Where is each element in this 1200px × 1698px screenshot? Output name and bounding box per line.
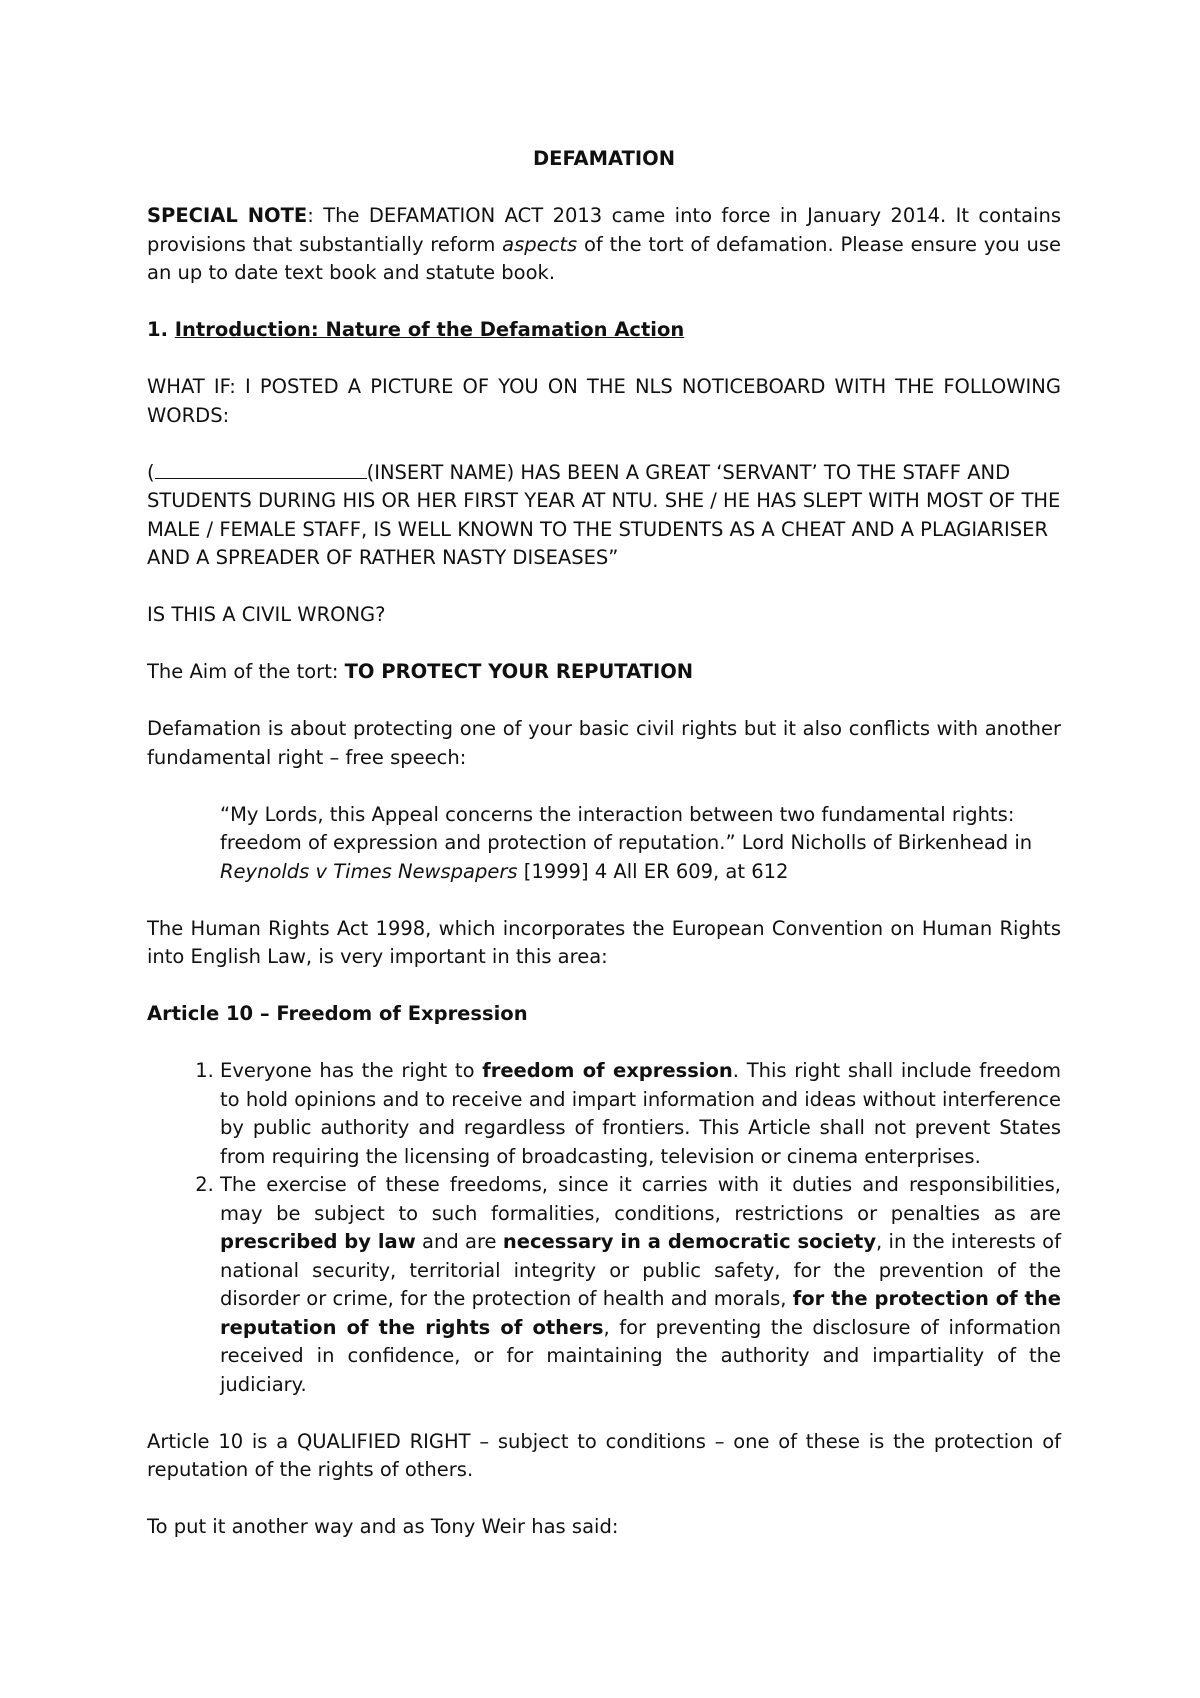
what-if-paragraph: WHAT IF: I POSTED A PICTURE OF YOU ON THE NLS NOTICEBOARD WITH THE FOLLOWING WORDS:	[147, 375, 1061, 427]
aim-paragraph: The Aim of the tort: TO PROTECT YOUR REPUTATION	[147, 660, 694, 683]
lord-nicholls-quote: “My Lords, this Appeal concerns the interaction between two fundamental rights: freedom of expression and protection of reputation.” Lord Nicholls of Birkenhead in Reynolds v Times Newspapers [1999] 4 All ER 609, at 612	[220, 802, 1033, 883]
special-note-paragraph: SPECIAL NOTE: The DEFAMATION ACT 2013 came into force in January 2014. It contains provisions that substantially reform aspects of the tort of defamation. Please ensure you use an up to date text book and statute book.	[147, 204, 1062, 284]
document-body	[147, 145, 1061, 1570]
defamation-paragraph: Defamation is about protecting one of your basic civil rights but it also conflicts with another fundamental right – free speech:	[147, 717, 1061, 769]
special-note-label: SPECIAL NOTE	[147, 204, 308, 227]
aim-value: TO PROTECT YOUR REPUTATION	[344, 660, 694, 683]
list-item: 1. Everyone has the right to freedom of expression. This right shall include freedom to hold opinions and to receive and impart information and ideas without interference by public authority and regardless of frontiers. This Article shall not prevent States from requiring the licensing of broadcasting, television or cinema enterprises.	[220, 1057, 1061, 1171]
section-1-title: Introduction: Nature of the Defamation Action	[174, 318, 685, 341]
list-item: 2. The exercise of these freedoms, since it carries with it duties and responsibilities, may be subject to such formalities, conditions, restrictions or penalties as are prescribed by law and are necessary in a democratic society, in the interests of national security, territorial integrity or public safety, for the prevention of the disorder or crime, for the protection of health and morals, for the protection of the reputation of the rights of others, for preventing the disclosure of information received in confidence, or for maintaining the authority and impartiality of the judiciary.	[220, 1171, 1061, 1399]
noticeboard-quote: ( (INSERT NAME) HAS BEEN A GREAT ‘SERVANT’ TO THE STAFF AND STUDENTS DURING HIS OR HER FIRST YEAR AT NTU. SHE / HE HAS SLEPT WITH MOST OF THE MALE / FEMALE STAFF, IS WELL KNOWN TO THE STUDENTS AS A CHEAT AND A PLAGIARISER AND A SPREADER OF RATHER NASTY DISEASES”	[147, 460, 1061, 569]
article-10-heading: Article 10 – Freedom of Expression	[147, 1002, 528, 1025]
civil-wrong-question: IS THIS A CIVIL WRONG?	[147, 603, 386, 626]
case-name: Reynolds v Times Newspapers	[220, 859, 518, 883]
hra-paragraph: The Human Rights Act 1998, which incorporates the European Convention on Human Rights into English Law, is very important in this area:	[147, 916, 1061, 968]
document-title: DEFAMATION	[532, 147, 676, 170]
name-blank-line	[155, 460, 367, 479]
tony-weir-paragraph: To put it another way and as Tony Weir has said:	[147, 1515, 619, 1538]
emphasis-aspects: aspects	[502, 232, 578, 256]
qualified-right-paragraph: Article 10 is a QUALIFIED RIGHT – subject to conditions – one of these is the protection of reputation of the rights of others.	[147, 1429, 1061, 1481]
article-10-list	[147, 1057, 1061, 1399]
section-1-heading: 1. Introduction: Nature of the Defamation Action	[147, 318, 685, 341]
